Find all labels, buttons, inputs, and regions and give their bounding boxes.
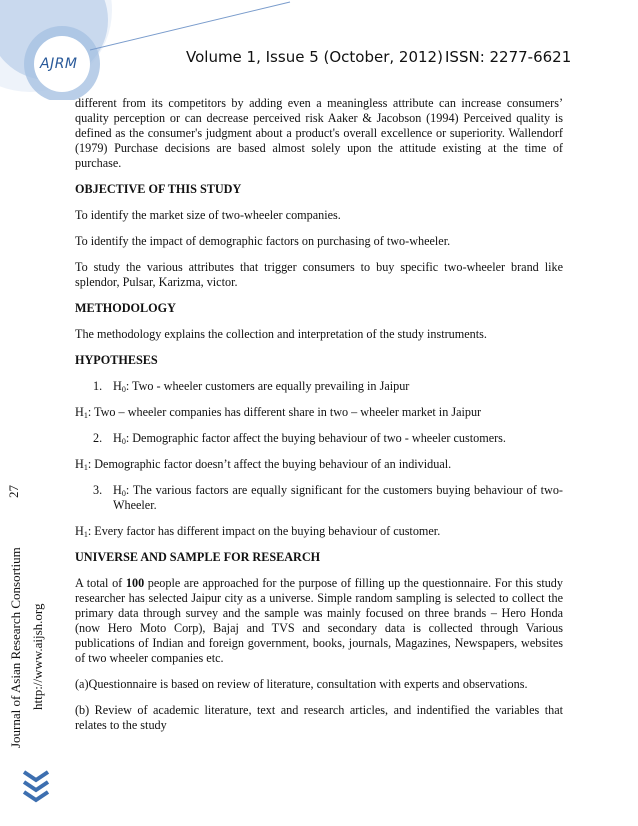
hypothesis-2-null: 2. $H_0$: Demographic factor affect the buying behaviour of two - wheeler customers. bbox=[93, 431, 506, 446]
journal-name: Journal of Asian Research Consortium bbox=[8, 547, 23, 748]
hypothesis-3-null: 3. $H_0$: The various factors are equally significant for the customers buying behaviour of two-Wheeler. bbox=[93, 483, 563, 512]
journal-url[interactable]: http://www.aijsh.org bbox=[30, 603, 45, 710]
journal-logo-text: AJRM bbox=[40, 56, 78, 72]
article-body bbox=[75, 96, 563, 744]
note-b: (b) Review of academic literature, text and research articles, and indentified the variables that relates to the study bbox=[75, 703, 563, 732]
hypothesis-2-alt: $H_1$: Demographic factor doesn’t affect the buying behaviour of an individual. bbox=[75, 457, 452, 472]
objective-heading: OBJECTIVE OF THIS STUDY bbox=[75, 182, 242, 196]
note-a: (a)Questionnaire is based on review of literature, consultation with experts and observations. bbox=[75, 677, 528, 691]
objective-3: To study the various attributes that trigger consumers to buy specific two-wheeler brand like splendor, Pulsar, Karizma, victor. bbox=[75, 260, 563, 289]
hypothesis-1-null: 1. $H_0$: Two - wheeler customers are equally prevailing in Jaipur bbox=[93, 379, 410, 394]
hypothesis-1-alt: $H_1$: Two – wheeler companies has different share in two – wheeler market in Jaipur bbox=[75, 405, 482, 420]
volume-issue: Volume 1, Issue 5 (October, 2012) bbox=[186, 48, 443, 66]
hypotheses-list bbox=[75, 379, 563, 394]
methodology-heading: METHODOLOGY bbox=[75, 301, 176, 315]
hypothesis-3-alt: $H_1$: Every factor has different impact on the buying behaviour of customer. bbox=[75, 524, 441, 539]
methodology-text: The methodology explains the collection and interpretation of the study instruments. bbox=[75, 327, 487, 341]
hypotheses-heading: HYPOTHESES bbox=[75, 353, 158, 367]
page-number: 27 bbox=[6, 485, 21, 498]
issn: ISSN: 2277-6621 bbox=[445, 48, 572, 66]
chevron-down-icon bbox=[22, 770, 50, 804]
objective-1: To identify the market size of two-wheeler companies. bbox=[75, 208, 341, 222]
intro-paragraph: different from its competitors by adding even a meaningless attribute can increase consumers’ quality perception or can decrease perceived risk Aaker & Jacobson (1994) Perceived quality is defined as the consumer's judgment about a product's overall excellence or superiority. Wallendorf (1979) Purchase decisions are based almost solely upon the attitude existing at the time of purchase. bbox=[75, 96, 563, 170]
universe-heading: UNIVERSE AND SAMPLE FOR RESEARCH bbox=[75, 550, 321, 564]
objective-2: To identify the impact of demographic factors on purchasing of two-wheeler. bbox=[75, 234, 451, 248]
universe-paragraph: A total of 100 people are approached for the purpose of filling up the questionnaire. For this study researcher has selected Jaipur city as a universe. Simple random sampling is selected to collect the primary data through survey and the sample was mainly focused on three brands – Hero Honda (now Hero Moto Corp), Bajaj and TVS and secondary data is collected through Various publications of Indian and foreign government, books, journals, Magazines, Newspapers, websites of two wheeler companies etc. bbox=[75, 576, 563, 665]
